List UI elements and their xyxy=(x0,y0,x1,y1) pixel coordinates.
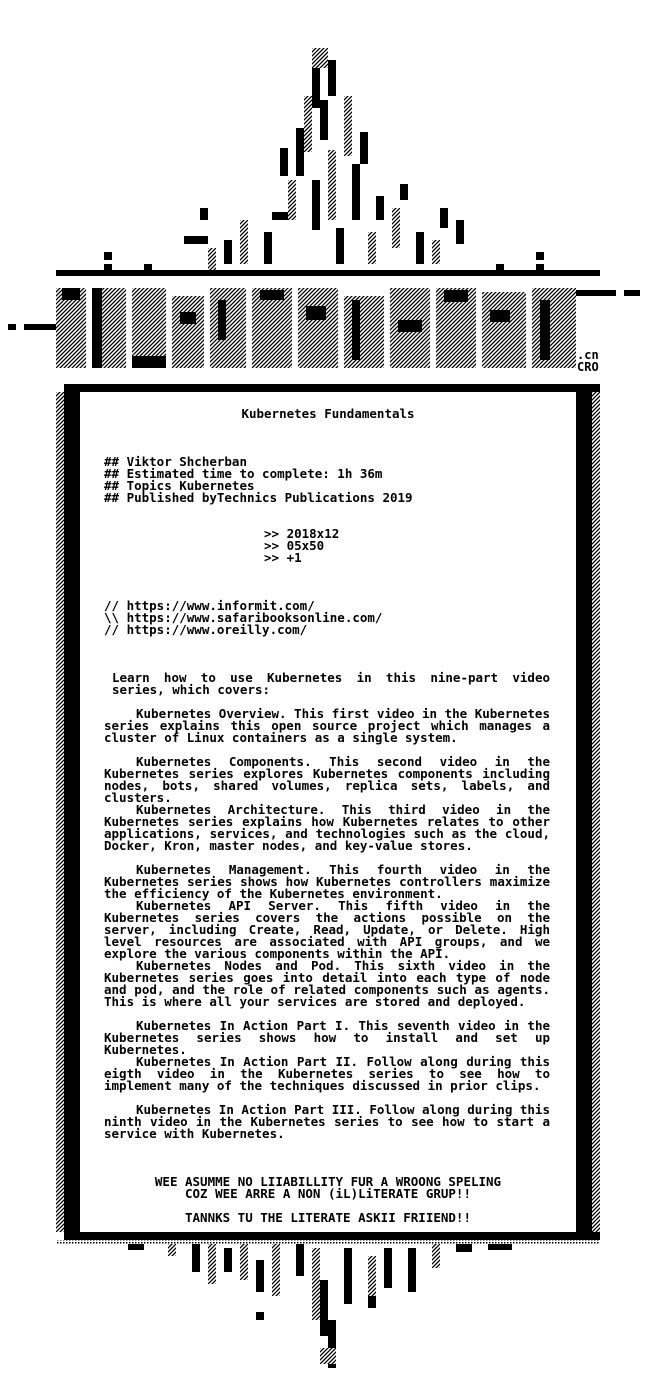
link-informit[interactable]: // https://www.informit.com/ xyxy=(104,598,315,613)
footer-disclaimer-1: WEE ASUMME NO LIIABILLITY FUR A WROONG SPELING xyxy=(154,1174,502,1189)
meta-time: ## Estimated time to complete: 1h 36m xyxy=(104,466,383,481)
bottom-spikes xyxy=(128,1244,512,1368)
spec-count: >> +1 xyxy=(264,550,302,565)
paragraph-2: Kubernetes Components. This second video in the Kubernetes series explores Kubernetes components including nodes, bots, shared volumes, replica sets, labels, and clusters. xyxy=(104,754,550,805)
meta-topics: ## Topics Kubernetes xyxy=(104,478,255,493)
paragraph-3: Kubernetes Architecture. This third video in the Kubernetes series explains how Kubernetes relates to other applications, services, and technologies such as the cloud, Docker, Kron, master nodes, and key-value stores. xyxy=(104,802,550,853)
logo-letters xyxy=(8,288,640,368)
paragraph-9: Kubernetes In Action Part III. Follow along during this ninth video in the Kubernetes series to see how to start a service with Kubernetes. xyxy=(104,1102,550,1141)
meta-publisher: ## Published byTechnics Publications 2019 xyxy=(104,490,413,505)
paragraph-7: Kubernetes In Action Part I. This seventh video in the Kubernetes series shows how to install and set up Kubernetes. xyxy=(104,1018,550,1057)
footer-disclaimer-2: COZ WEE ARRE A NON (iL)LiTERATE GRUP!! xyxy=(185,1186,471,1201)
top-spikes xyxy=(56,48,600,276)
logo-suffix-cro: CRO xyxy=(577,360,599,374)
paragraph-8: Kubernetes In Action Part II. Follow along during this eigth video in the Kubernetes series to see how to implement many of the techniques discussed in prior clips. xyxy=(104,1054,550,1093)
intro-text: Learn how to use Kubernetes in this nine-part video series, which covers: xyxy=(112,670,550,697)
paragraph-6: Kubernetes Nodes and Pod. This sixth video in the Kubernetes series goes into detail into each type of node and pod, and the role of related components such as agents. This is where all your services are stored and deployed. xyxy=(104,958,550,1009)
spec-resolution: >> 2018x12 xyxy=(264,526,340,541)
paragraph-5: Kubernetes API Server. This fifth video in the Kubernetes series covers the actions possible on the server, including Create, Read, Update, or Delete. High level resources are associated with API groups, and we explore the various components within the API. xyxy=(104,898,550,961)
page-title: Kubernetes Fundamentals xyxy=(241,406,415,421)
link-oreilly[interactable]: // https://www.oreilly.com/ xyxy=(104,622,308,637)
spec-duration: >> 05x50 xyxy=(264,538,325,553)
meta-author: ## Viktor Shcherban xyxy=(104,454,247,469)
paragraph-4: Kubernetes Management. This fourth video in the Kubernetes series shows how Kubernetes controllers maximize the efficiency of the Kubernetes environment. xyxy=(104,862,550,901)
logo-suffix-cn: .cn xyxy=(577,348,599,362)
footer-thanks: TANNKS TU THE LITERATE ASKII FRIIEND!! xyxy=(185,1210,471,1225)
link-safari[interactable]: \\ https://www.safaribooksonline.com/ xyxy=(104,610,383,625)
paragraph-1: Kubernetes Overview. This first video in the Kubernetes series explains this open source project which manages a cluster of Linux containers as a single system. xyxy=(104,706,550,745)
